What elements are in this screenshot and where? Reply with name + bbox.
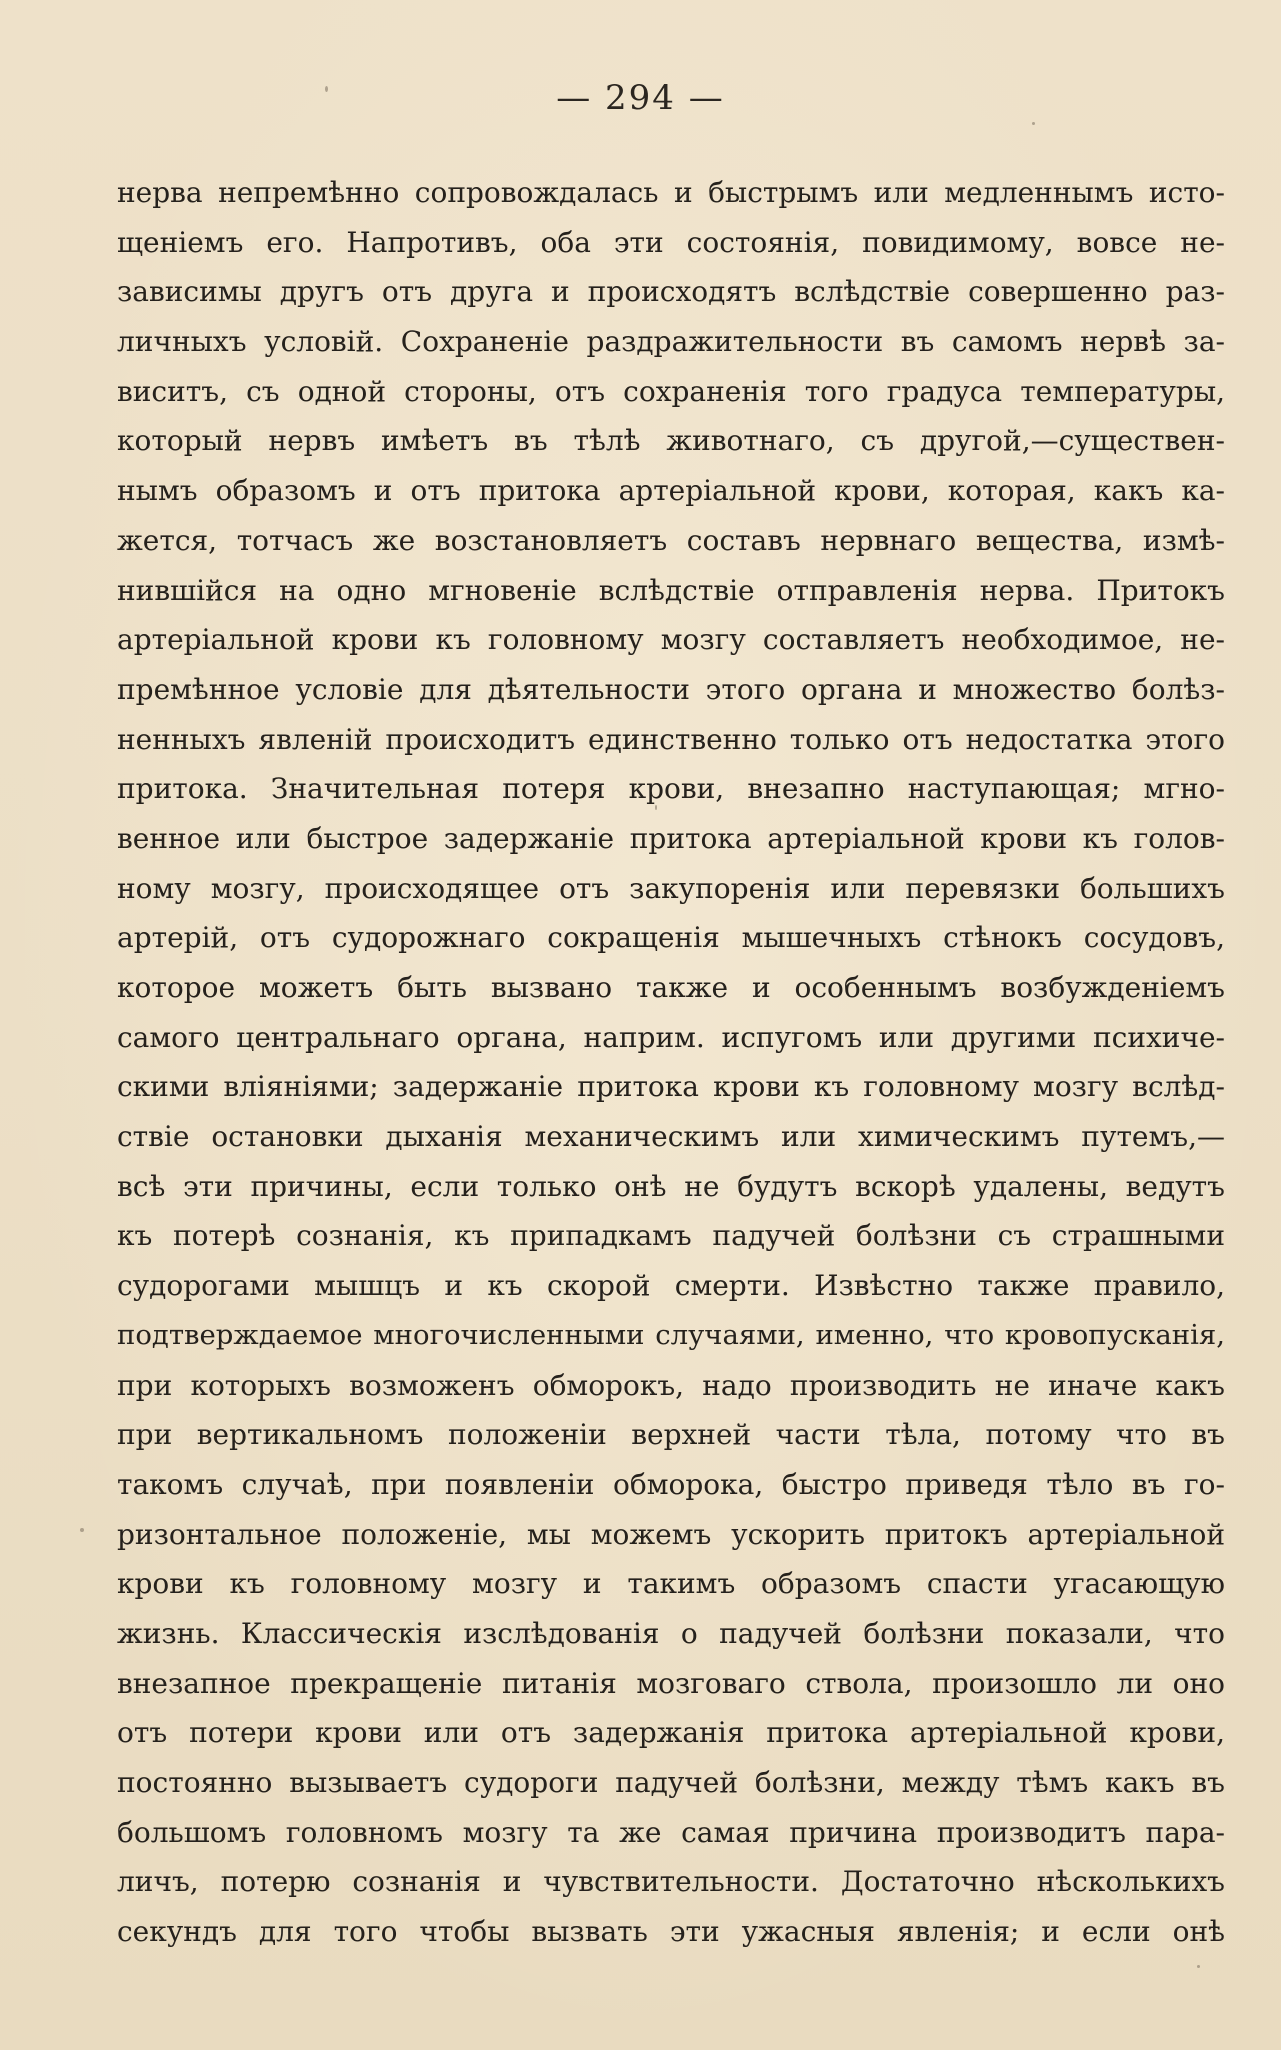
text-line: артерій, отъ судорожнаго сокращенія мышечныхъ стѣнокъ сосудовъ, <box>117 921 1225 955</box>
paper-speck <box>80 1528 84 1532</box>
text-line: щеніемъ его. Напротивъ, оба эти состоянія, повидимому, вовсе не- <box>117 225 1225 259</box>
text-line: артеріальной крови къ головному мозгу составляетъ необходимое, не- <box>117 623 1225 657</box>
text-line: зависимы другъ отъ друга и происходятъ вслѣдствіе совершенно раз- <box>117 275 1225 309</box>
text-line: большомъ головномъ мозгу та же самая причина производитъ пара- <box>117 1815 1225 1849</box>
text-line: самого центральнаго органа, наприм. испугомъ или другими психиче- <box>117 1020 1225 1054</box>
text-line: нерва непремѣнно сопровождалась и быстрымъ или медленнымъ исто- <box>117 176 1225 209</box>
text-line: личъ, потерю сознанія и чувствительности. Достаточно нѣсколькихъ <box>117 1865 1225 1899</box>
paper-speck <box>1197 1965 1200 1968</box>
text-line: жется, тотчасъ же возстановляетъ составъ нервнаго вещества, измѣ- <box>117 523 1225 557</box>
text-line: секундъ для того чтобы вызвать эти ужасныя явленія; и если онѣ <box>117 1915 1225 1949</box>
text-line: венное или быстрое задержаніе притока артеріальной крови къ голов- <box>117 821 1225 855</box>
text-line: нымъ образомъ и отъ притока артеріальной крови, которая, какъ ка- <box>117 474 1225 508</box>
text-line: личныхъ условій. Сохраненіе раздражительности въ самомъ нервѣ за- <box>117 325 1225 359</box>
page-number: — 294 — <box>556 78 725 118</box>
text-line: крови къ головному мозгу и такимъ образомъ спасти угасающую <box>117 1567 1225 1601</box>
text-line: премѣнное условіе для дѣятельности этого органа и множество болѣз- <box>117 672 1225 706</box>
text-line: ненныхъ явленій происходитъ единственно только отъ недостатка этого <box>117 722 1225 756</box>
text-line: нившійся на одно мгновеніе вслѣдствіе отправленія нерва. Притокъ <box>117 573 1225 607</box>
text-line: при которыхъ возможенъ обморокъ, надо производить не иначе какъ <box>117 1368 1225 1402</box>
text-line: который нервъ имѣетъ въ тѣлѣ животнаго, съ другой,—существен- <box>117 424 1225 458</box>
paper-speck <box>325 86 328 92</box>
text-line: при вертикальномъ положеніи верхней части тѣла, потому что въ <box>117 1418 1225 1452</box>
text-line: жизнь. Классическія изслѣдованія о падучей болѣзни показали, что <box>117 1616 1225 1650</box>
text-line: ствіе остановки дыханія механическимъ или химическимъ путемъ,— <box>117 1120 1225 1154</box>
text-line: виситъ, съ одной стороны, отъ сохраненія того градуса температуры, <box>117 374 1225 408</box>
text-line: ному мозгу, происходящее отъ закупоренія или перевязки большихъ <box>117 871 1225 905</box>
text-line: скими вліяніями; задержаніе притока крови къ головному мозгу вслѣд- <box>117 1070 1225 1104</box>
text-line: такомъ случаѣ, при появленіи обморока, быстро приведя тѣло въ го- <box>117 1467 1225 1501</box>
text-line: отъ потери крови или отъ задержанія притока артеріальной крови, <box>117 1716 1225 1750</box>
text-line: подтверждаемое многочисленными случаями, именно, что кровопусканія, <box>117 1318 1225 1351</box>
text-line: къ потерѣ сознанія, къ припадкамъ падучей болѣзни съ страшными <box>117 1219 1225 1253</box>
text-line: судорогами мышцъ и къ скорой смерти. Извѣстно также правило, <box>117 1269 1225 1303</box>
text-line: внезапное прекращеніе питанія мозговаго ствола, произошло ли оно <box>117 1666 1225 1700</box>
body-text <box>117 168 1225 1957</box>
paper-speck <box>1032 122 1035 125</box>
text-line: которое можетъ быть вызвано также и особеннымъ возбужденіемъ <box>117 971 1225 1004</box>
text-line: ризонтальное положеніе, мы можемъ ускорить притокъ артеріальной <box>117 1517 1225 1551</box>
text-line: постоянно вызываетъ судороги падучей болѣзни, между тѣмъ какъ въ <box>117 1766 1225 1799</box>
text-line: притока. Значительная потеря крови, внезапно наступающая; мгно- <box>117 772 1225 806</box>
text-line: всѣ эти причины, если только онѣ не будутъ вскорѣ удалены, ведутъ <box>117 1169 1225 1203</box>
paper-speck <box>655 805 657 810</box>
